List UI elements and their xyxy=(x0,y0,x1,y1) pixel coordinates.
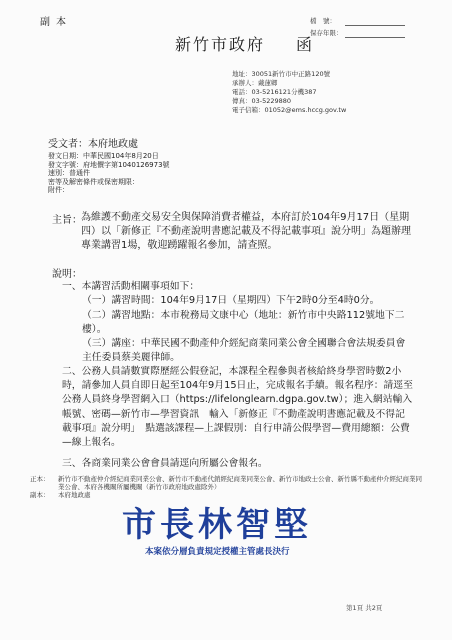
retention-line xyxy=(345,37,405,38)
issue-date: 發文日期：中華民國104年8月20日 xyxy=(48,152,159,160)
recipient: 受文者：本府地政處 xyxy=(48,139,138,150)
document-type: 函 xyxy=(296,35,313,54)
sender-fax: 傳真：03-5229880 xyxy=(232,97,292,105)
sender-info xyxy=(232,70,346,115)
file-number-label: 檔 號： xyxy=(310,17,336,25)
document-meta xyxy=(48,152,170,195)
distribution-main xyxy=(30,475,425,491)
explanation-item-1: 一、本講習活動相關事項如下： xyxy=(62,281,200,292)
explanation-label: 說明： xyxy=(52,269,82,280)
attachment: 附件： xyxy=(48,186,69,195)
distribution-cc-label: 副本： xyxy=(30,491,50,499)
subject-label: 主旨： xyxy=(52,215,82,226)
explanation-item-1b: （二）講習地點：本市稅務局文康中心（地址：新竹市中央路112號地下二樓）。 xyxy=(82,310,405,336)
distribution-main-label: 正本： xyxy=(30,475,50,483)
explanation-item-2: 二、公務人員請數實際歷經公假登記，本課程全程參與者核給終身學習時數2小時，請參加人員自即日起至104年9月15日止，完成報名手續。報名程序：請逕至公務人員終身學習網入口（https://lifelonglearn.dgpa.gov.tw）；進入網站輸入帳號、密碼—新竹市—學習資訊 輸入「新修正『不動產說明書應記載及不得記載事項』說分明」 點選該課程—上課假別：自行申請公假學習—費用總額：公費—線上報名。 xyxy=(62,366,413,449)
distribution-cc xyxy=(30,491,425,499)
speed-class: 速別：普通件 xyxy=(48,169,90,178)
file-number-line xyxy=(345,25,405,26)
sender-email: 電子信箱：01052@ems.hccg.gov.tw xyxy=(232,106,347,114)
sender-phone: 電話：03-5216121分機387 xyxy=(232,88,317,96)
sender-address: 地址：30051新竹市中正路120號 xyxy=(232,70,331,78)
sender-contact: 承辦人：戴蓮卿 xyxy=(232,79,278,87)
explanation-item-3: 三、各商業同業公會會員請逕向所屬公會報名。 xyxy=(62,458,268,469)
subject-text: 為維護不動產交易安全與保障消費者權益，本府訂於104年9月17日（星期四）以「新修正『不動產說明書應記載及不得記載事項』說分明」為題辦理專業講習1場，敬迎踴躍報名參加，請查照。 xyxy=(81,212,411,252)
retention-label: 保存年限： xyxy=(310,29,343,37)
copy-mark: 副本 xyxy=(40,17,72,28)
issue-number: 發文字號：府地價字第1040126973號 xyxy=(48,160,170,169)
page-number: 第1頁 共2頁 xyxy=(346,604,383,612)
agency-title: 新竹市政府 xyxy=(175,35,266,54)
mayor-signature: 市長林智堅 xyxy=(122,505,312,545)
distribution-main-text: 新竹市不動產仲介經紀商業同業公會、新竹市不動產代銷經紀商業同業公會、新竹市地政士公會、新竹縣不動產仲介經紀商業同業公會、本府各機關所屬機關（新竹市政府地政處除外） xyxy=(58,475,422,491)
delegated-authority: 本案依分層負責規定授權主管處長決行 xyxy=(145,547,290,557)
distribution-cc-text: 本府地政處 xyxy=(58,491,91,499)
distribution-block xyxy=(30,475,425,499)
secrecy-class: 密等及解密條件或保密期限： xyxy=(48,177,139,186)
explanation-item-1c: （三）講座：中華民國不動產仲介經紀商業同業公會全國聯合會法規委員會主任委員蔡美麗律師。 xyxy=(82,338,406,364)
explanation-item-1a: （一）講習時間：104年9月17日（星期四）下午2時0分至4時0分。 xyxy=(82,295,380,306)
